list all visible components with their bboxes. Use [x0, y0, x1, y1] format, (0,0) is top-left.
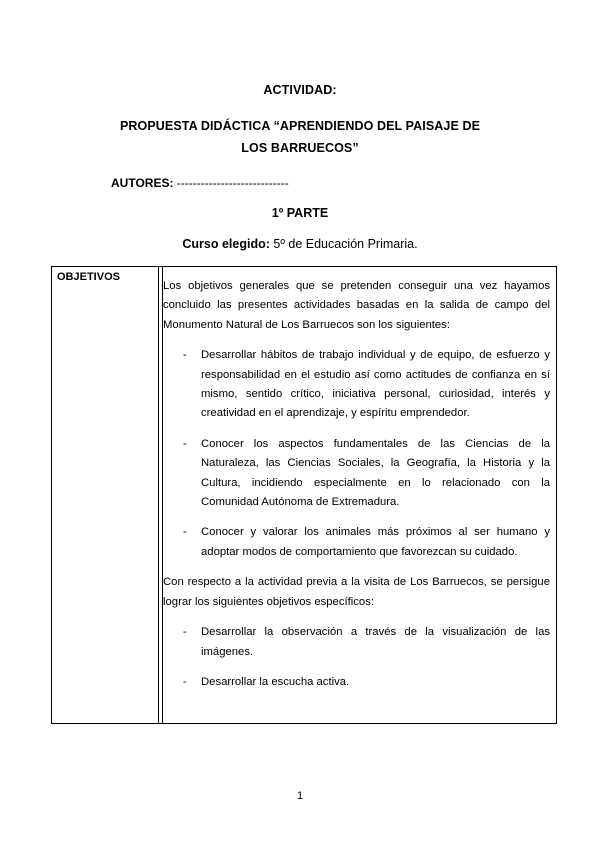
list-item	[163, 673, 550, 692]
column-divider	[158, 267, 159, 723]
authors-line	[111, 176, 289, 190]
dash-bullet: -	[183, 437, 187, 450]
list-item	[163, 435, 550, 513]
course-value: 5º de Educación Primaria.	[273, 237, 418, 251]
list-item	[163, 523, 550, 562]
dash-bullet: -	[183, 675, 187, 688]
list-item-text: Desarrollar la escucha activa.	[201, 675, 350, 688]
objectives-table	[51, 266, 557, 724]
specific-objectives-list	[163, 623, 550, 692]
authors-value: ----------------------------	[176, 176, 289, 190]
authors-label: AUTORES:	[111, 176, 174, 190]
general-intro: Los objetivos generales que se pretenden conseguir una vez hayamos concluido las presentes actividades basadas en la salida de campo del Monumento Natural de Los Barruecos son los siguientes:	[163, 280, 550, 331]
dash-bullet: -	[183, 626, 187, 639]
specific-intro: Con respecto a la actividad previa a la visita de Los Barruecos, se persigue lograr los siguientes objetivos específicos:	[163, 576, 550, 608]
list-item	[163, 623, 550, 662]
list-item-text: Desarrollar hábitos de trabajo individual y de equipo, de esfuerzo y responsabilidad en el estudio así como actitudes de confianza en sí mismo, sentido crítico, iniciativa personal, curiosidad, interés y creatividad en el aprendizaje, y espíritu emprendedor.	[201, 349, 550, 420]
activity-title: ACTIVIDAD:	[263, 83, 337, 97]
page-number: 1	[296, 790, 304, 802]
list-item-text: Desarrollar la observación a través de la visualización de las imágenes.	[201, 626, 550, 658]
course-line	[0, 237, 600, 251]
dash-bullet: -	[183, 526, 187, 539]
general-objectives-list	[163, 346, 550, 562]
objectives-label: OBJETIVOS	[57, 271, 120, 283]
list-item-text: Conocer los aspectos fundamentales de las Ciencias de la Naturaleza, las Ciencias Sociales, la Geografía, la Historia y la Cultura, incidiendo especialmente en lo relacionado con la Comunidad Autónoma de Extremadura.	[201, 437, 550, 509]
part-title: 1º PARTE	[271, 206, 329, 220]
list-item	[163, 346, 550, 424]
proposal-title-line-2: LOS BARRUECOS”	[241, 141, 359, 155]
objectives-content	[163, 277, 550, 703]
proposal-title-line-1: PROPUESTA DIDÁCTICA “APRENDIENDO DEL PAISAJE DE	[119, 119, 481, 133]
list-item-text: Conocer y valorar los animales más próximos al ser humano y adoptar modos de comportamiento que favorezcan su cuidado.	[201, 526, 550, 558]
dash-bullet: -	[183, 349, 187, 362]
course-label: Curso elegido:	[182, 237, 270, 251]
